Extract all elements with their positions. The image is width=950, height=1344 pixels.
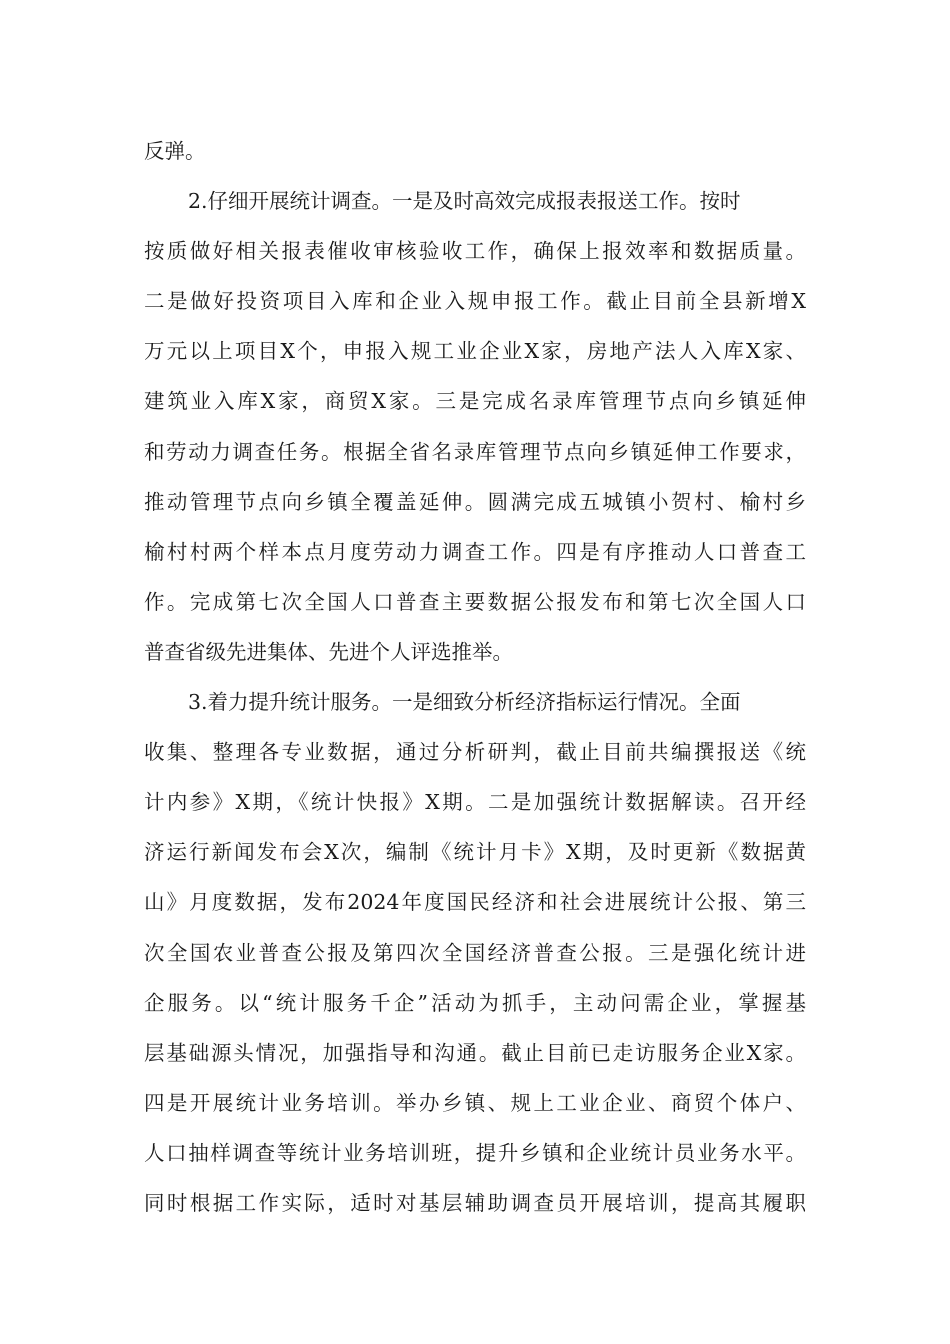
text-line: 同时根据工作实际，适时对基层辅助调查员开展培训，提高其履职 <box>144 1190 806 1215</box>
text-line: 榆村村两个样本点月度劳动力调查工作。四是有序推动人口普查工 <box>144 539 806 564</box>
text-line: 次全国农业普查公报及第四次全国经济普查公报。三是强化统计进 <box>144 940 806 965</box>
text-line: 推动管理节点向乡镇全覆盖延伸。圆满完成五城镇小贺村、榆村乡 <box>144 489 806 514</box>
text-line: 万元以上项目X个，申报入规工业企业X家，房地产法人入库X家、 <box>144 339 806 364</box>
text-line: 济运行新闻发布会X次，编制《统计月卡》X期，及时更新《数据黄 <box>144 840 806 865</box>
text-line: 四是开展统计业务培训。举办乡镇、规上工业企业、商贸个体户、 <box>144 1090 806 1115</box>
text-line: 按质做好相关报表催收审核验收工作，确保上报效率和数据质量。 <box>144 239 806 264</box>
text-line: 二是做好投资项目入库和企业入规申报工作。截止目前全县新增X <box>144 289 806 314</box>
text-line: 作。完成第七次全国人口普查主要数据公报发布和第七次全国人口 <box>144 589 806 614</box>
text-line: 反弹。 <box>144 139 206 163</box>
text-line: 建筑业入库X家，商贸X家。三是完成名录库管理节点向乡镇延伸 <box>144 389 806 414</box>
text-line: 收集、整理各专业数据，通过分析研判，截止目前共编撰报送《统 <box>144 740 806 765</box>
paragraph-start-line: 3.着力提升统计服务。一是细致分析经济指标运行情况。全面 <box>188 690 741 715</box>
text-line: 山》月度数据，发布2024年度国民经济和社会进展统计公报、第三 <box>144 890 806 915</box>
text-line: 计内参》X期，《统计快报》X期。二是加强统计数据解读。召开经 <box>144 790 806 815</box>
text-line: 企服务。以“统计服务千企”活动为抓手，主动问需企业，掌握基 <box>144 990 806 1015</box>
document-body <box>144 126 806 1228</box>
text-line: 层基础源头情况，加强指导和沟通。截止目前已走访服务企业X家。 <box>144 1040 806 1065</box>
text-line: 普查省级先进集体、先进个人评选推举。 <box>144 639 513 664</box>
paragraph-start-line: 2.仔细开展统计调查。一是及时高效完成报表报送工作。按时 <box>188 189 741 214</box>
text-line: 和劳动力调查任务。根据全省名录库管理节点向乡镇延伸工作要求， <box>144 439 806 464</box>
text-line: 人口抽样调查等统计业务培训班，提升乡镇和企业统计员业务水平。 <box>144 1140 806 1165</box>
